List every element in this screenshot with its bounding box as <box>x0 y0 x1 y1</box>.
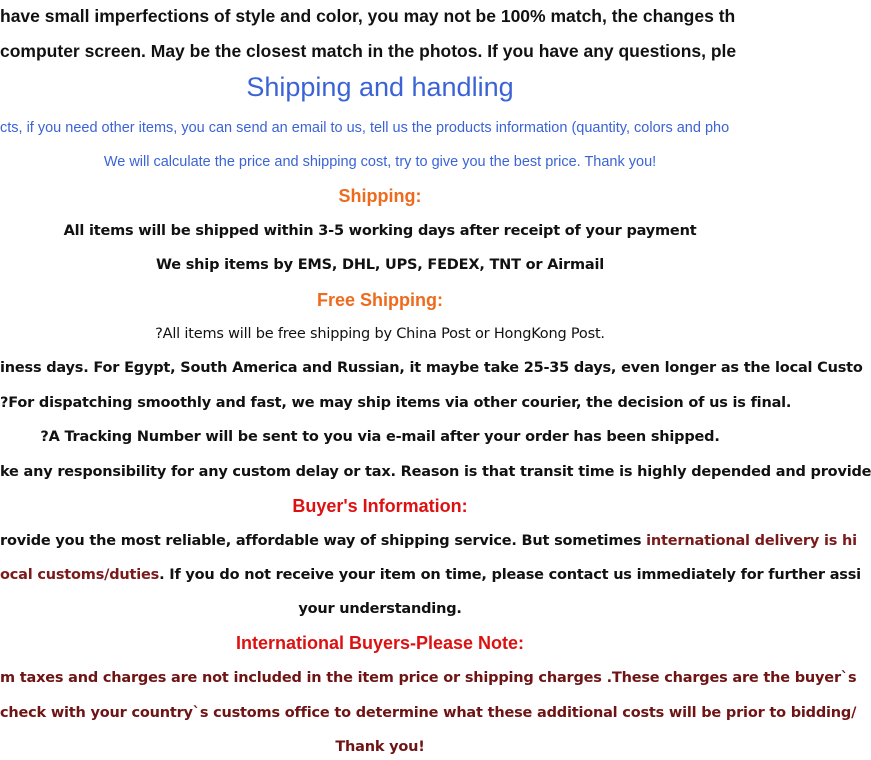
buyers-information-heading: Buyer's Information: <box>292 496 468 516</box>
free-shipping-line-2: iness days. For Egypt, South America and Russian, it maybe take 25-35 days, even longer as the local Custo <box>0 360 863 376</box>
international-buyers-line-1: m taxes and charges are not included in the item price or shipping charges .These charges are the buyer`s <box>0 670 857 686</box>
shipping-heading: Shipping: <box>338 186 422 206</box>
international-buyers-thank-you: Thank you! <box>335 739 425 755</box>
shipping-line-2: We ship items by EMS, DHL, UPS, FEDEX, TNT or Airmail <box>155 257 604 273</box>
free-shipping-line-5: ke any responsibility for any custom delay or tax. Reason is that transit time is highly depended and provide <box>0 464 871 480</box>
shipping-handling-note-1: cts, if you need other items, you can send an email to us, tell us the products information (quantity, colors and pho <box>0 120 730 136</box>
free-shipping-line-1: ?All items will be free shipping by China Post or HongKong Post. <box>155 326 605 342</box>
intro-line-1: have small imperfections of style and color, you may not be 100% match, the changes th <box>0 6 736 26</box>
buyers-information-line-1: rovide you the most reliable, affordable way of shipping service. But sometimes international delivery is hi <box>0 533 857 549</box>
international-buyers-heading: International Buyers-Please Note: <box>235 633 525 653</box>
buyers-information-highlight-1: international delivery is hi <box>646 533 857 549</box>
shipping-handling-note-2: We will calculate the price and shipping cost, try to give you the best price. Thank you! <box>103 154 657 170</box>
intro-line-2: computer screen. May be the closest match in the photos. If you have any questions, ple <box>0 41 737 61</box>
buyers-information-line-3: your understanding. <box>298 601 462 617</box>
free-shipping-heading: Free Shipping: <box>317 290 443 310</box>
free-shipping-line-4: ?A Tracking Number will be sent to you via e-mail after your order has been shipped. <box>40 429 720 445</box>
international-buyers-line-2: check with your country`s customs office to determine what these additional costs will be prior to bidding/ <box>0 705 857 721</box>
buyers-information-line-2: ocal customs/duties. If you do not receive your item on time, please contact us immediately for further assi <box>0 567 861 583</box>
shipping-handling-title: Shipping and handling <box>246 72 514 102</box>
buyers-information-highlight-2: ocal customs/duties <box>0 567 160 583</box>
shipping-line-1: All items will be shipped within 3-5 working days after receipt of your payment <box>63 223 697 239</box>
free-shipping-line-3: ?For dispatching smoothly and fast, we may ship items via other courier, the decision of us is final. <box>0 395 792 411</box>
